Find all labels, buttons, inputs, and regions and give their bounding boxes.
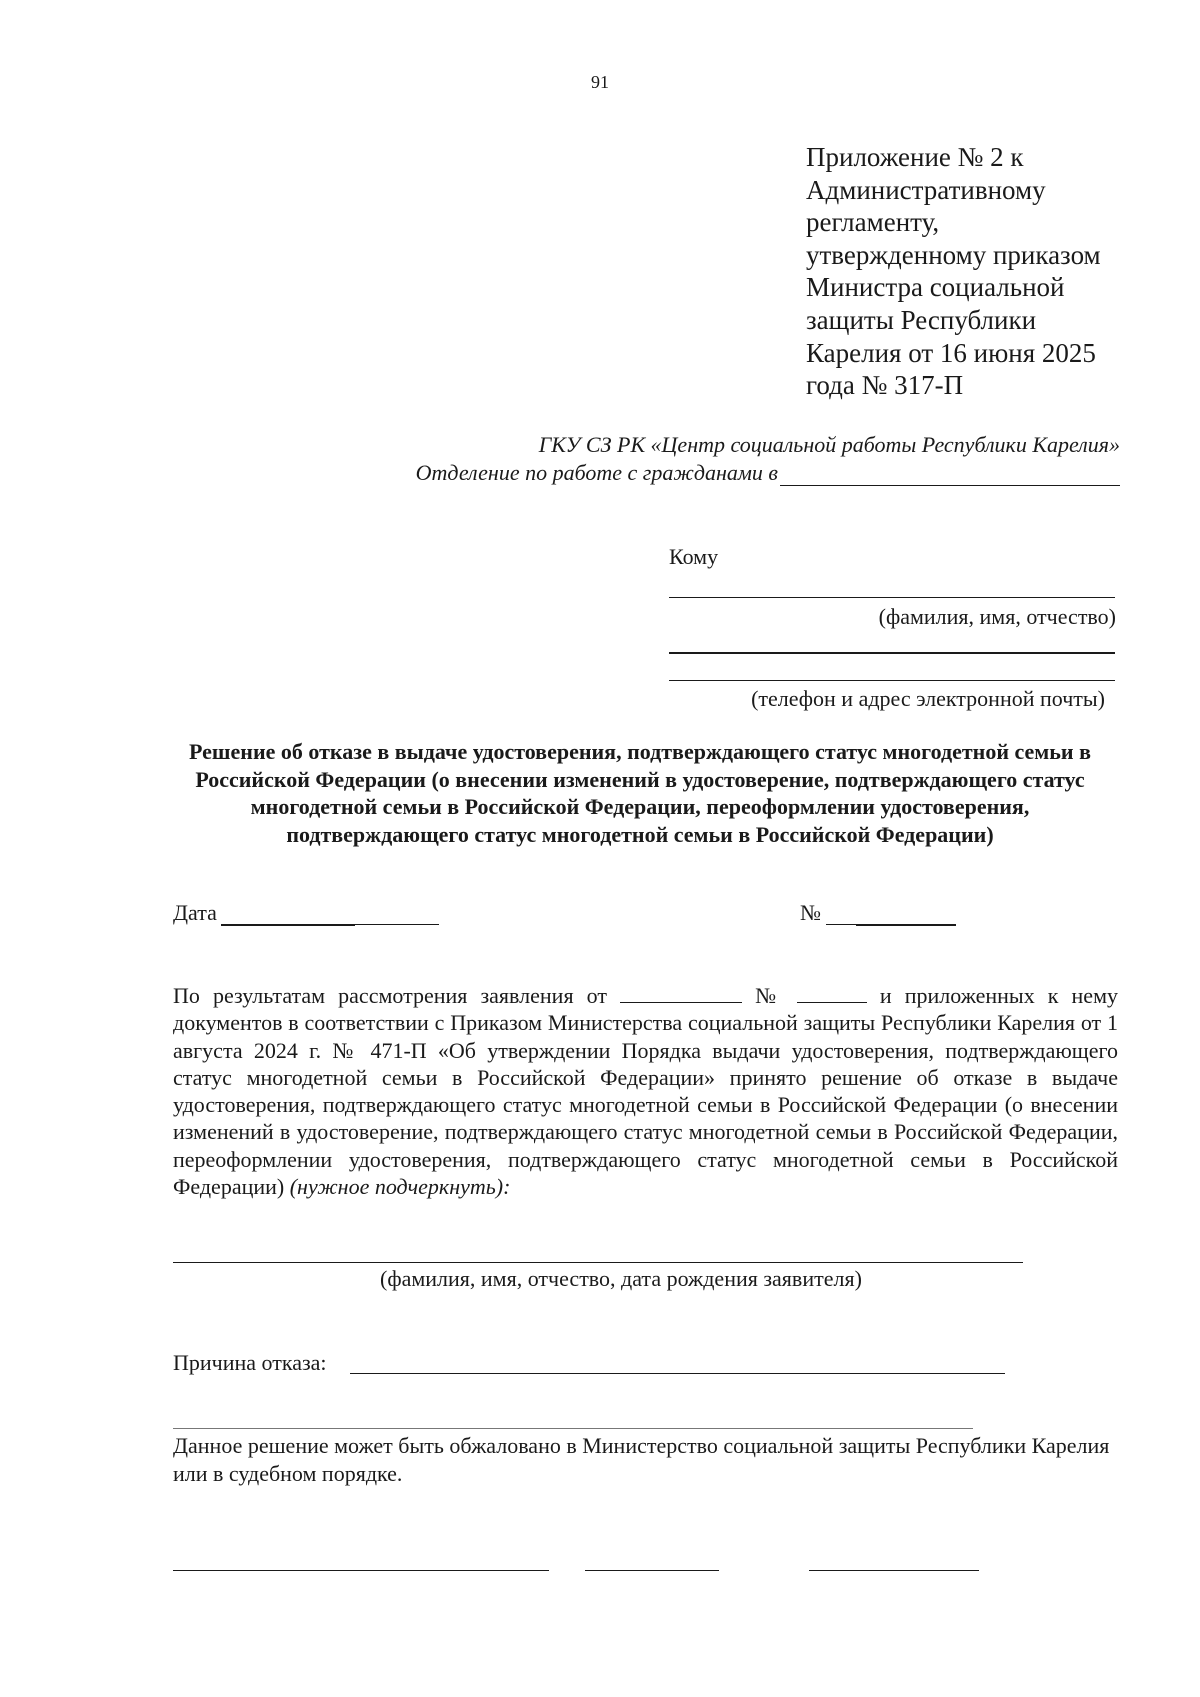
appeal-notice: Данное решение может быть обжаловано в Министерство социальной защиты Республики Карелия или в судебном порядке. (173, 1433, 1110, 1486)
recipient-contact-caption: (телефон и адрес электронной почты) (751, 686, 1105, 711)
appendix-line: Приложение № 2 к (806, 142, 1024, 172)
recipient-label: Кому (669, 544, 719, 569)
body-part-1: По результатам рассмотрения заявления от (173, 983, 607, 1008)
applicant-caption: (фамилия, имя, отчество, дата рождения заявителя) (380, 1266, 862, 1291)
appendix-line: регламенту, (806, 207, 940, 238)
appendix-line: Административному (806, 174, 1046, 205)
appendix-line: Министра социальной (806, 272, 1065, 303)
application-date-blank (620, 982, 742, 1003)
appendix-reference (806, 141, 1166, 402)
recipient-name-caption: (фамилия, имя, отчество) (878, 604, 1116, 629)
recipient-name-line (669, 597, 1115, 598)
appendix-line: утвержденному приказом (806, 239, 1101, 270)
department-line (416, 460, 1120, 486)
page-number: 91 (591, 72, 609, 92)
reason-label: Причина отказа: (173, 1350, 327, 1375)
document-title: Решение об отказе в выдаче удостоверения, подтверждающего статус многодетной семьи в Российской Федерации (о внесении изменений в удостоверение, подтверждающего статус многодетной семьи в Российской Федерации, переоформлении удостоверения, подтверждающего статус многодетной семьи в Российской Федерации) (189, 739, 1091, 847)
number-label: № (800, 900, 821, 925)
appendix-line: защиты Республики (806, 304, 1037, 335)
signature-line-name (809, 1570, 979, 1571)
reason-line-2 (173, 1428, 973, 1429)
application-number-blank (797, 982, 867, 1003)
decision-body (173, 982, 1118, 1200)
number-line (826, 924, 856, 925)
appendix-line: Карелия от 16 июня 2025 (806, 337, 1096, 368)
signature-line-sign (585, 1570, 719, 1571)
number-line-bold (856, 924, 956, 926)
body-part-3: и приложенных к нему документов в соответствии с Приказом Министерства социальной защиты Республики Карелия от 1 августа 2024 г. № 471-П «Об утверждении Порядка выдачи удостоверения, подтверждающего статус многодетной семьи в Российской Федерации» принято решение об отказе в выдаче удостоверения, подтверждающего статус многодетной семьи в Российской Федерации (о внесении изменений в удостоверение, подтверждающего статус многодетной семьи в Российской Федерации, переоформлении удостоверения, подтверждающего статус многодетной семьи в Российской Федерации) (173, 983, 1118, 1200)
body-part-2: № (755, 983, 784, 1008)
department-blank (780, 463, 1120, 486)
recipient-contact-line-2 (669, 680, 1115, 681)
date-line (355, 924, 439, 925)
appendix-line: года № 317-П (806, 370, 964, 401)
applicant-line (173, 1262, 1023, 1263)
date-label: Дата (173, 900, 217, 925)
reason-line (350, 1373, 1005, 1374)
signature-line-position (173, 1570, 549, 1571)
body-note: (нужное подчеркнуть): (289, 1174, 511, 1200)
department-label: Отделение по работе с гражданами в (415, 460, 778, 485)
recipient-contact-line-1 (669, 652, 1115, 654)
organization-name: ГКУ СЗ РК «Центр социальной работы Республики Карелия» (538, 432, 1120, 457)
date-line-bold (221, 924, 355, 926)
